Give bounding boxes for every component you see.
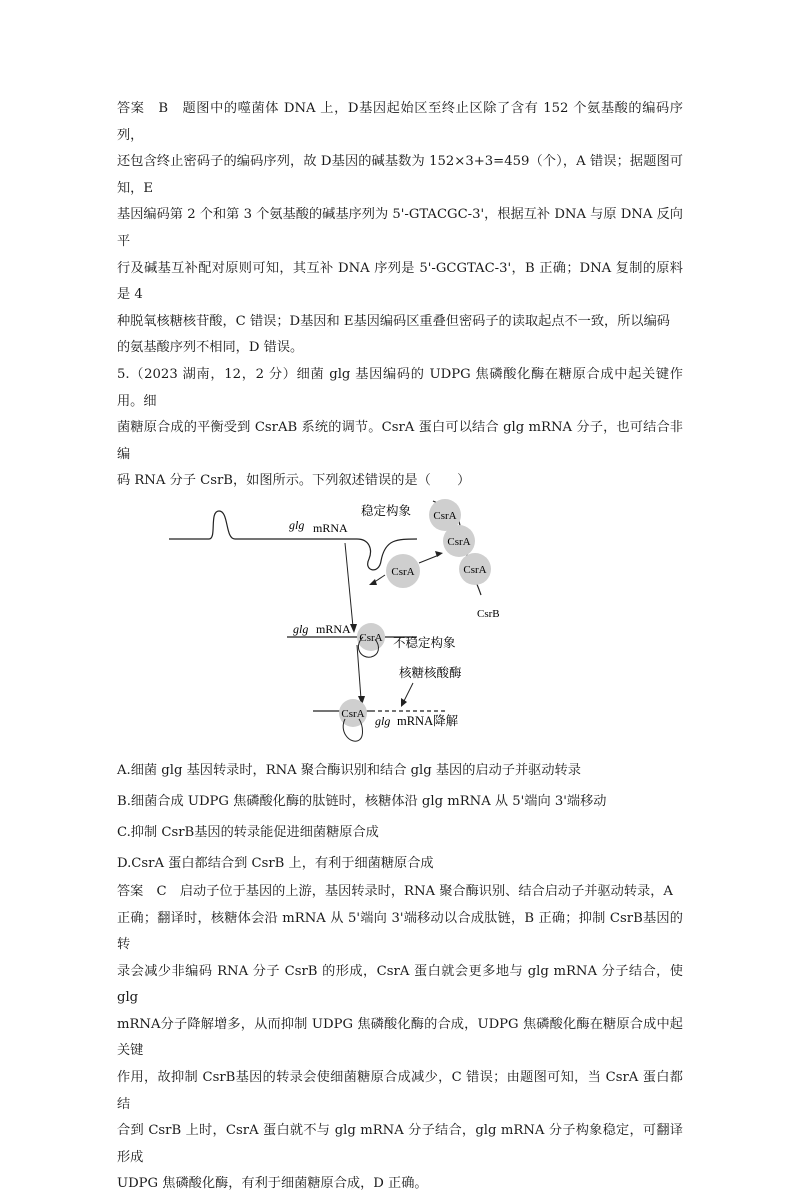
arrow-to-csrb xyxy=(419,555,439,563)
answer-5-block xyxy=(117,879,683,1198)
answer-5-line: UDPG 焦磷酸化酶，有利于细菌糖原合成，D 正确。 xyxy=(117,1176,428,1192)
answer-4-block xyxy=(117,96,683,362)
option-b: B.细菌合成 UDPG 焦磷酸化酶的肽链时，核糖体沿 glg mRNA 从 5'端向 3'端移动 xyxy=(117,793,607,809)
answer-4-line: 答案 B 题图中的噬菌体 DNA 上，D基因起始区至终止区除了含有 152 个氨基酸的编码序列， xyxy=(117,101,683,143)
csra-label: CsrA xyxy=(341,707,365,720)
unstable-conformation-label: 不稳定构象 xyxy=(393,635,456,650)
option-c: C.抑制 CsrB基因的转录能促进细菌糖原合成 xyxy=(117,824,379,840)
option-d: D.CsrA 蛋白都结合到 CsrB 上，有利于细菌糖原合成 xyxy=(117,855,434,871)
mrna-degradation-label: mRNA降解 xyxy=(397,713,459,728)
stable-conformation-label: 稳定构象 xyxy=(361,503,412,518)
answer-4-line: 行及碱基互补配对原则可知，其互补 DNA 序列是 5'-GCGTAC-3'，B 正确；DNA 复制的原料是 4 xyxy=(117,260,683,303)
answer-4-line: 还包含终止密码子的编码序列，故 D基因的碱基数为 152×3+3=459（个），A 错误；据题图可知，E xyxy=(117,154,683,196)
glg-label: glg xyxy=(375,713,391,728)
csra-csrb-diagram xyxy=(117,499,683,749)
answer-5-line: 作用，故抑制 CsrB基因的转录会使细菌糖原合成减少，C 错误；由题图可知，当 CsrA 蛋白都结 xyxy=(117,1070,683,1112)
csra-label: CsrA xyxy=(433,509,457,522)
question-5-stem-line: 5.（2023 湖南，12，2 分）细菌 glg 基因编码的 UDPG 焦磷酸化酶在糖原合成中起关键作用。细 xyxy=(117,366,683,409)
answer-5-line: 录会减少非编码 RNA 分子 CsrB 的形成，CsrA 蛋白就会更多地与 glg mRNA 分子结合，使 glg xyxy=(117,963,683,1006)
rnase-label: 核糖核酸酶 xyxy=(399,665,462,680)
rnase-arrow xyxy=(403,683,413,703)
csra-label: CsrA xyxy=(359,631,383,644)
arrow-down-1 xyxy=(345,543,353,627)
csra-label: CsrA xyxy=(391,565,415,578)
glg-label: glg xyxy=(289,517,305,532)
question-5-stem-line: 菌糖原合成的平衡受到 CsrAB 系统的调节。CsrA 蛋白可以结合 glg mRNA 分子，也可结合非编 xyxy=(117,420,683,462)
answer-4-line: 种脱氧核糖核苷酸，C 错误；D基因和 E基因编码区重叠但密码子的读取起点不一致，所以编码 xyxy=(117,313,670,329)
answer-5-line: mRNA分子降解增多，从而抑制 UDPG 焦磷酸化酶的合成，UDPG 焦磷酸化酶在糖原合成中起关键 xyxy=(117,1016,683,1059)
question-5-stem-line: 码 RNA 分子 CsrB，如图所示。下列叙述错误的是（ ） xyxy=(117,473,471,489)
answer-5-line: 合到 CsrB 上时，CsrA 蛋白就不与 glg mRNA 分子结合，glg mRNA 分子构象稳定，可翻译形成 xyxy=(117,1123,683,1165)
csra-label: CsrA xyxy=(463,563,487,576)
answer-4-line: 基因编码第 2 个和第 3 个氨基酸的碱基序列为 5'-GTACGC-3'，根据互补 DNA 与原 DNA 反向平 xyxy=(117,207,683,249)
csrb-label: CsrB xyxy=(477,607,500,620)
mrna-label: mRNA xyxy=(316,621,351,636)
page-content xyxy=(117,96,683,1198)
answer-5-line: 正确；翻译时，核糖体会沿 mRNA 从 5'端向 3'端移动以合成肽链，B 正确；抑制 CsrB基因的转 xyxy=(117,910,683,953)
answer-5-line: 答案 C 启动子位于基因的上游，基因转录时，RNA 聚合酶识别、结合启动子并驱动转录，A xyxy=(117,883,673,899)
question-5-block xyxy=(117,362,683,879)
option-a: A.细菌 glg 基因转录时，RNA 聚合酶识别和结合 glg 基因的启动子并驱动转录 xyxy=(117,762,581,778)
csra-label: CsrA xyxy=(447,535,471,548)
mrna-label: mRNA xyxy=(313,520,348,535)
glg-label: glg xyxy=(293,621,309,636)
answer-4-line: 的氨基酸序列不相同，D 错误。 xyxy=(117,340,304,356)
